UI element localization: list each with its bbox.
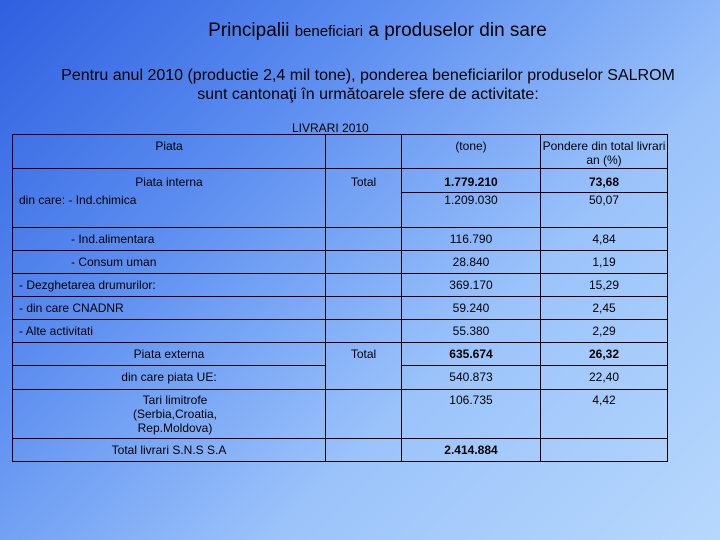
table-row — [13, 343, 668, 366]
table-row — [13, 390, 668, 439]
row-tone: 59.240 — [402, 297, 541, 320]
subtitle — [18, 66, 718, 104]
row-label: - din care CNADNR — [13, 297, 326, 320]
row-label: - Dezghetarea drumurilor: — [13, 274, 326, 297]
row-pct — [541, 439, 668, 462]
table-header-row — [13, 135, 668, 169]
row-total — [326, 297, 402, 320]
row-pct: 22,40 — [541, 366, 668, 390]
row-total — [326, 439, 402, 462]
row-tone: 116.790 — [402, 228, 541, 251]
row-total — [326, 193, 402, 228]
page-title — [0, 20, 720, 42]
row-total: Total — [326, 169, 402, 193]
table-row — [13, 297, 668, 320]
row-label: - Ind.alimentara — [13, 228, 326, 251]
title-part2: beneficiari — [294, 23, 364, 40]
table-row — [13, 193, 668, 228]
row-tone: 1.779.210 — [402, 169, 541, 193]
row-pct: 50,07 — [541, 193, 668, 228]
title-part3: a produselor din sare — [368, 20, 547, 41]
row-pct: 15,29 — [541, 274, 668, 297]
row-pct: 2,45 — [541, 297, 668, 320]
row-label: Piata interna — [13, 169, 326, 193]
row-pct: 4,42 — [541, 390, 668, 439]
row-tone: 540.873 — [402, 366, 541, 390]
header-tone: (tone) — [402, 135, 541, 169]
subtitle-line1: Pentru anul 2010 (productie 2,4 mil tone), ponderea beneficiarilor produselor SALROM — [61, 67, 675, 84]
row-total — [326, 320, 402, 343]
row-tone: 55.380 — [402, 320, 541, 343]
row-tone: 635.674 — [402, 343, 541, 366]
row-tone: 2.414.884 — [402, 439, 541, 462]
row-tone: 28.840 — [402, 251, 541, 274]
table-row — [13, 228, 668, 251]
row-tone: 369.170 — [402, 274, 541, 297]
row-tone: 106.735 — [402, 390, 541, 439]
row-total — [326, 366, 402, 390]
row-label: Piata externa — [13, 343, 326, 366]
deliveries-table — [12, 134, 668, 462]
table-row — [13, 366, 668, 390]
table-caption: LIVRARI 2010 — [292, 121, 369, 135]
row-pct: 26,32 — [541, 343, 668, 366]
table-row — [13, 274, 668, 297]
row-pct: 2,29 — [541, 320, 668, 343]
row-pct: 1,19 — [541, 251, 668, 274]
subtitle-line2: sunt cantonaţi în următoarele sfere de activitate: — [197, 86, 539, 103]
table-row-total — [13, 439, 668, 462]
row-label: Tari limitrofe (Serbia,Croatia, Rep.Moldova) — [13, 390, 326, 439]
row-total — [326, 228, 402, 251]
header-pondere: Pondere din total livrari an (%) — [541, 135, 668, 169]
row-label: din care: - Ind.chimica — [13, 193, 326, 228]
row-label: din care piata UE: — [13, 366, 326, 390]
row-total — [326, 251, 402, 274]
row-total — [326, 274, 402, 297]
table-row — [13, 251, 668, 274]
row-tone: 1.209.030 — [402, 193, 541, 228]
row-total: Total — [326, 343, 402, 366]
row-pct: 73,68 — [541, 169, 668, 193]
header-empty — [326, 135, 402, 169]
table-row — [13, 169, 668, 193]
row-label: - Alte activitati — [13, 320, 326, 343]
row-label: Total livrari S.N.S S.A — [13, 439, 326, 462]
row-pct: 4,84 — [541, 228, 668, 251]
row-label: - Consum uman — [13, 251, 326, 274]
table-row — [13, 320, 668, 343]
header-piata: Piata — [13, 135, 326, 169]
title-part1: Principalii — [208, 20, 290, 41]
row-total — [326, 390, 402, 439]
